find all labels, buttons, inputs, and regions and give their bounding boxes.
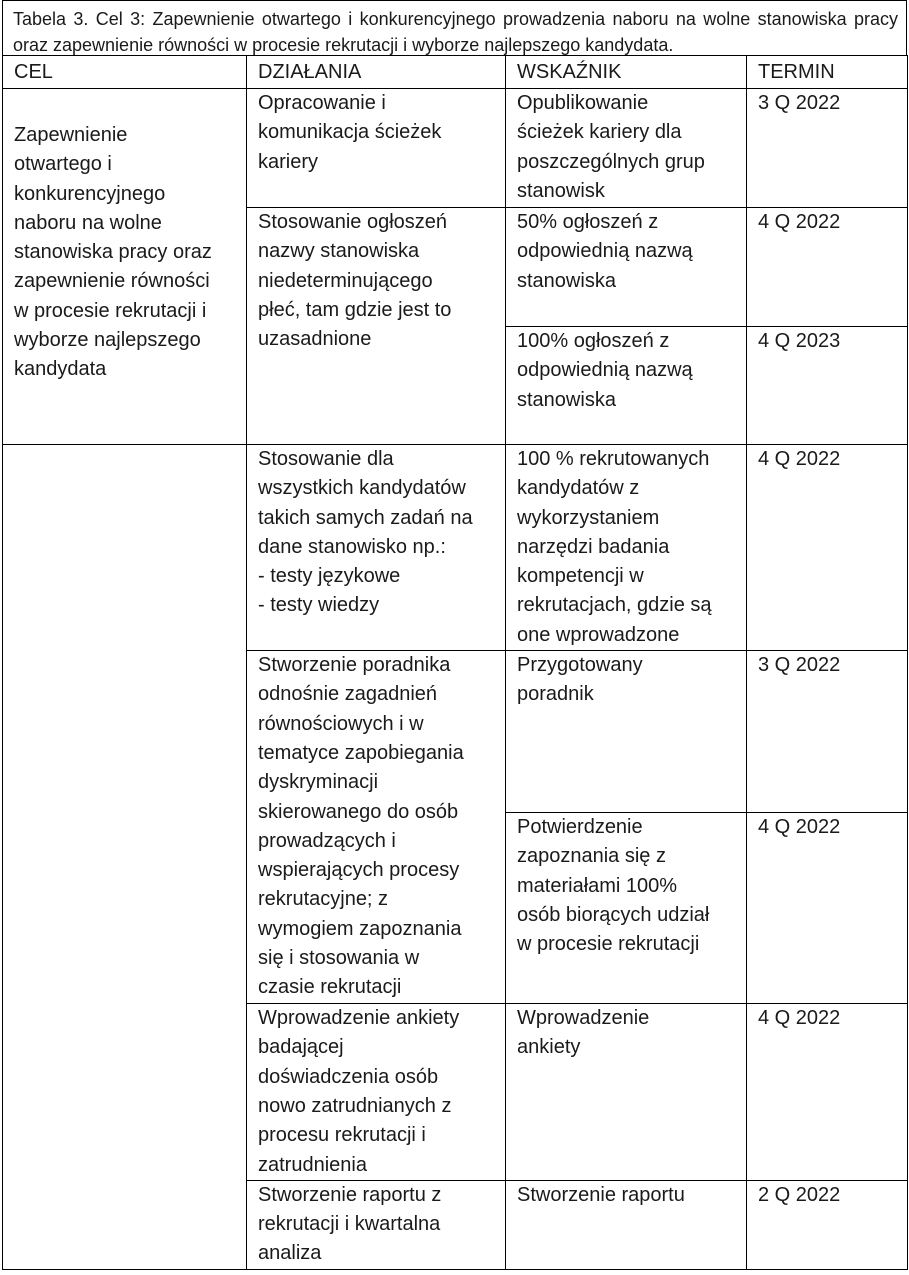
action-text: Stworzenie raportu z rekrutacji i kwartalna analiza	[258, 1183, 442, 1265]
action-cell	[247, 1180, 506, 1269]
action-cell	[247, 89, 506, 208]
term-text: 4 Q 2022	[758, 816, 841, 839]
action-text: Wprowadzenie ankiety badającej doświadczenia osób nowo zatrudnianych z procesu rekrutacji i zatrudnienia	[258, 1007, 460, 1176]
indicator-text: Przygotowany poradnik	[517, 654, 643, 706]
header-wskaznik: WSKAŹNIK	[506, 56, 747, 89]
term-cell	[747, 445, 908, 651]
indicator-cell	[506, 813, 747, 1004]
term-text: 4 Q 2023	[758, 330, 841, 352]
header-termin: TERMIN	[747, 56, 908, 89]
action-text: Opracowanie i komunikacja ścieżek kariery	[258, 92, 442, 173]
action-cell	[247, 445, 506, 651]
term-text: 4 Q 2022	[758, 1007, 841, 1030]
indicator-cell	[506, 445, 747, 651]
goal-table	[2, 55, 908, 1270]
header-dzialania: DZIAŁANIA	[247, 56, 506, 89]
indicator-text: Wprowadzenie ankiety	[517, 1007, 650, 1059]
term-cell	[747, 813, 908, 1004]
term-cell	[747, 89, 908, 208]
table-row	[3, 89, 908, 208]
term-text: 4 Q 2022	[758, 211, 841, 233]
action-text: Stosowanie ogłoszeń nazwy stanowiska niedeterminującego płeć, tam gdzie jest to uzasadnione	[258, 211, 452, 351]
indicator-text: Stworzenie raportu	[517, 1183, 685, 1206]
indicator-cell	[506, 208, 747, 327]
action-cell	[247, 1004, 506, 1181]
term-text: 2 Q 2022	[758, 1183, 841, 1206]
action-text: Stworzenie poradnika odnośnie zagadnień równościowych i w tematyce zapobiegania dyskryminacji skierowanego do osób prowadzących i wspierających procesy rekrutacyjne; z wymogiem zapoznania się i stosowania w czasie rekrutacji	[258, 654, 464, 999]
indicator-cell	[506, 651, 747, 813]
indicator-text: Potwierdzenie zapoznania się z materiałami 100% osób biorących udział w procesie rekrutacji	[517, 816, 710, 956]
table-caption-box	[2, 0, 907, 55]
term-cell	[747, 651, 908, 813]
action-text: Stosowanie dla wszystkich kandydatów takich samych zadań na dane stanowisko np.: - testy językowe - testy wiedzy	[258, 448, 473, 617]
goal-cell	[3, 89, 247, 445]
term-text: 4 Q 2022	[758, 448, 841, 470]
indicator-text: Opublikowanie ścieżek kariery dla poszczególnych grup stanowisk	[517, 92, 705, 202]
indicator-cell	[506, 1004, 747, 1181]
indicator-cell	[506, 89, 747, 208]
table-caption: Tabela 3. Cel 3: Zapewnienie otwartego i konkurencyjnego prowadzenia naboru na wolne stanowiska pracy oraz zapewnienie równości w procesie rekrutacji i wyborze najlepszego kandydata.	[13, 9, 898, 55]
term-cell	[747, 1004, 908, 1181]
term-cell	[747, 1180, 908, 1269]
action-cell	[247, 208, 506, 445]
goal-text: Zapewnienie otwartego i konkurencyjnego naboru na wolne stanowiska pracy oraz zapewnienie równości w procesie rekrutacji i wyborze najlepszego kandydata	[14, 124, 212, 381]
term-cell	[747, 208, 908, 327]
action-cell	[247, 651, 506, 1004]
indicator-text: 100 % rekrutowanych kandydatów z wykorzystaniem narzędzi badania kompetencji w rekrutacjach, gdzie są one wprowadzone	[517, 448, 712, 646]
term-cell	[747, 327, 908, 445]
term-text: 3 Q 2022	[758, 654, 841, 677]
indicator-text: 100% ogłoszeń z odpowiednią nazwą stanowiska	[517, 330, 693, 411]
table-row	[3, 445, 908, 651]
goal-cell-empty	[3, 445, 247, 1270]
indicator-text: 50% ogłoszeń z odpowiednią nazwą stanowiska	[517, 211, 693, 292]
term-text: 3 Q 2022	[758, 92, 841, 114]
header-row	[3, 56, 908, 89]
indicator-cell	[506, 327, 747, 445]
header-cel: CEL	[3, 56, 247, 89]
indicator-cell	[506, 1180, 747, 1269]
